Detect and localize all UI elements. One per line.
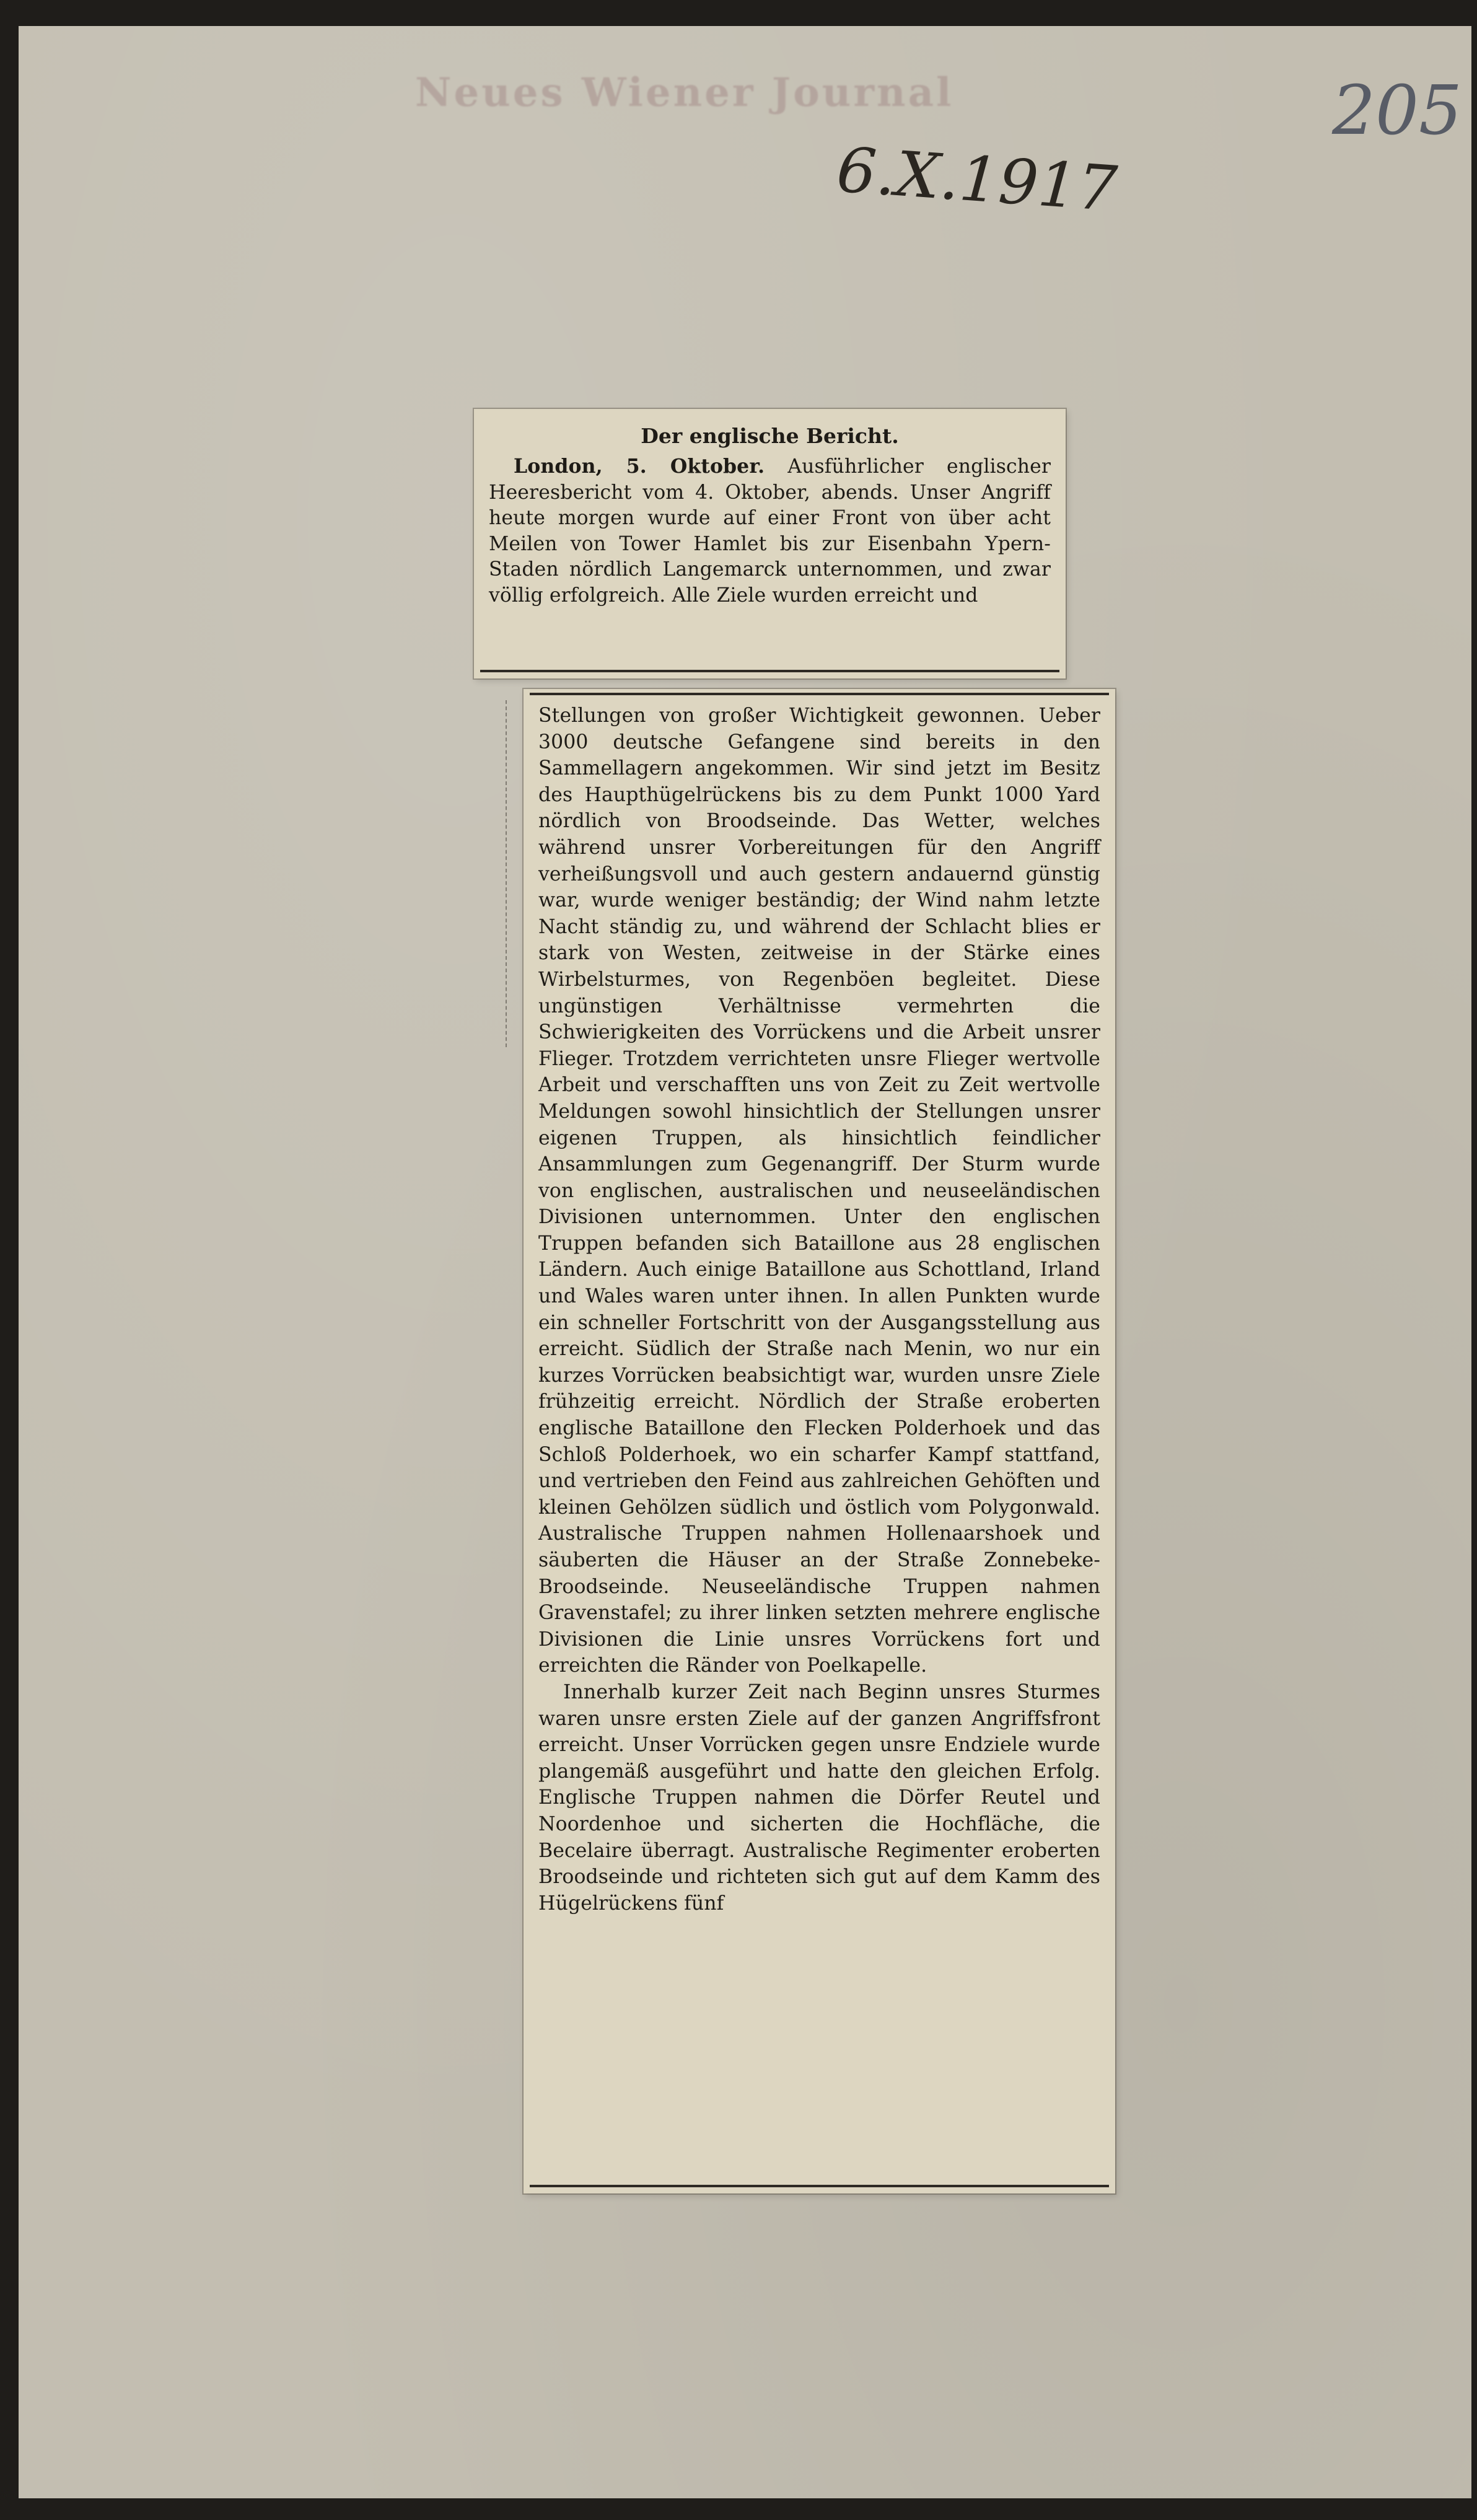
newspaper-name-stamp: Neues Wiener Journal xyxy=(415,69,954,116)
folio-number: 205 xyxy=(1332,71,1462,150)
article-headline: Der englische Bericht. xyxy=(641,424,899,448)
cut-column-edge xyxy=(487,700,507,1047)
article-opening-text: Ausführlicher englischer Heeresbericht vom 4. Oktober, abends. Unser Angriff heute morgen wurde auf einer Front von über acht Meilen von Tower Hamlet bis zur Eisenbahn Ypern-Staden nördlich Langemarck unternommen, und zwar völlig erfolgreich. Alle Ziele wurden erreicht und xyxy=(489,455,1051,607)
clipping-end-rule xyxy=(530,2185,1109,2187)
article-paragraph-1: Stellungen von großer Wichtigkeit gewonnen. Ueber 3000 deutsche Gefangene sind bereits in den Sammellagern angekommen. Wir sind jetzt im Besitz des Haupthügelrückens bis zu dem Punkt 1000 Yard nördlich von Broodseinde. Das Wetter, welches während unsrer Vorbereitungen für den Angriff verheißungsvoll und auch gestern andauernd günstig war, wurde weniger beständig; der Wind nahm letzte Nacht ständig zu, und während der Schlacht blies er stark von Westen, zeitweise in der Stärke eines Wirbelsturmes, von Regenböen begleitet. Diese ungünstigen Verhältnisse vermehrten die Schwierigkeiten des Vorrückens und die Arbeit unsrer Flieger. Trotzdem verrichteten unsre Flieger wertvolle Arbeit und verschafften uns von Zeit zu Zeit wertvolle Meldungen sowohl hinsichtlich der Stellungen unsrer eigenen Truppen, als hinsichtlich feindlicher Ansammlungen zum Gegenangriff. Der Sturm wurde von englischen, australischen und neuseeländischen Divisionen unternommen. Unter den englischen Truppen befanden sich Bataillone aus 28 englischen Ländern. Auch einige Bataillone aus Schottland, Irland und Wales waren unter ihnen. In allen Punkten wurde ein schneller Fortschritt von der Ausgangsstellung aus erreicht. Südlich der Straße nach Menin, wo nur ein kurzes Vorrücken beabsichtigt war, wurden unsre Ziele frühzeitig erreicht. Nördlich der Straße eroberten englische Bataillone den Flecken Polderhoek und das Schloß Polderhoek, wo ein scharfer Kampf stattfand, und vertrieben den Feind aus zahlreichen Gehöften und kleinen Gehölzen südlich und östlich vom Polygonwald. Australische Truppen nahmen Hollenaarshoek und säuberten die Häuser an der Straße Zonnebeke-Broodseinde. Neuseeländische Truppen nahmen Gravenstafel; zu ihrer linken setzten mehrere englische Divisionen die Linie unsres Vorrückens fort und erreichten die Ränder von Poelkapelle. xyxy=(538,705,1100,1677)
article-byline: London, 5. Oktober. xyxy=(514,455,765,478)
article-opening-paragraph xyxy=(489,454,1051,608)
clipping-top-rule xyxy=(530,693,1109,695)
article-paragraph-2: Innerhalb kurzer Zeit nach Beginn unsres Sturmes waren unsre ersten Ziele auf der ganzen Angriffsfront erreicht. Unser Vorrücken gegen unsre Endziele wurde plangemäß ausgeführt und hatte den gleichen Erfolg. Englische Truppen nahmen die Dörfer Reutel und Noordenhoe und sicherten die Hochfläche, die Becelaire überragt. Australische Regimenter eroberten Broodseinde und richteten sich gut auf dem Kamm des Hügelrückens fünf xyxy=(538,1680,1100,1915)
clipping-part-2 xyxy=(524,689,1115,2193)
clipping-bottom-rule xyxy=(480,670,1059,672)
handwritten-date: 6.X.1917 xyxy=(834,133,1120,226)
clipping-part-1 xyxy=(474,409,1066,678)
